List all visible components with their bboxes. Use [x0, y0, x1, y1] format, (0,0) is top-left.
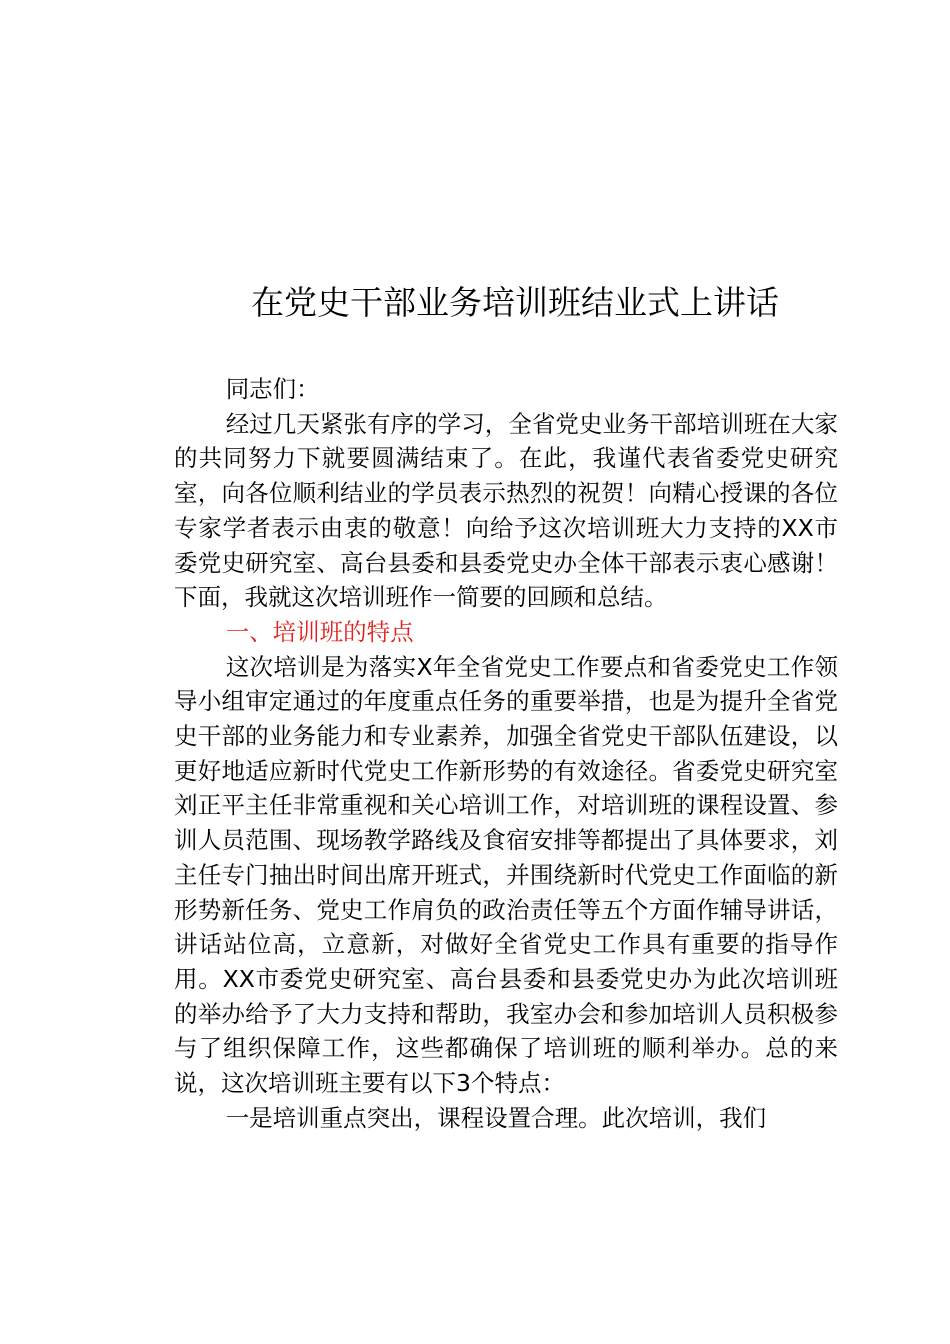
document-title: 在党史干部业务培训班结业式上讲话: [251, 283, 779, 322]
document-body: [174, 372, 838, 1135]
paragraph-1: 经过几天紧张有序的学习，全省党史业务干部培训班在大家的共同努力下就要圆满结束了。在此，我谨代表省委党史研究室，向各位顺利结业的学员表示热烈的祝贺！向精心授课的各位专家学者表示由衷的敬意！向给予这次培训班大力支持的XX市委党史研究室、高台县委和县委党史办全体干部表示衷心感谢！下面，我就这次培训班作一简要的回顾和总结。: [174, 409, 838, 612]
paragraph-2: 这次培训是为落实X年全省党史工作要点和省委党史工作领导小组审定通过的年度重点任务的重要举措，也是为提升全省党史干部的业务能力和专业素养，加强全省党史干部队伍建设，以更好地适应新时代党史工作新形势的有效途径。省委党史研究室刘正平主任非常重视和关心培训工作，对培训班的课程设置、参训人员范围、现场教学路线及食宿安排等都提出了具体要求，刘主任专门抽出时间出席开班式，并围绕新时代党史工作面临的新形势新任务、党史工作肩负的政治责任等五个方面作辅导讲话，讲话站位高，立意新，对做好全省党史工作具有重要的指导作用。XX市委党史研究室、高台县委和县委党史办为此次培训班的举办给予了大力支持和帮助，我室办会和参加培训人员积极参与了组织保障工作，这些都确保了培训班的顺利举办。总的来说，这次培训班主要有以下3个特点：: [174, 652, 838, 1098]
section-heading-1: 一、培训班的特点: [225, 617, 414, 646]
salutation: 同志们：: [225, 375, 320, 403]
paragraph-3: 一是培训重点突出，课程设置合理。此次培训，我们: [225, 1103, 767, 1132]
